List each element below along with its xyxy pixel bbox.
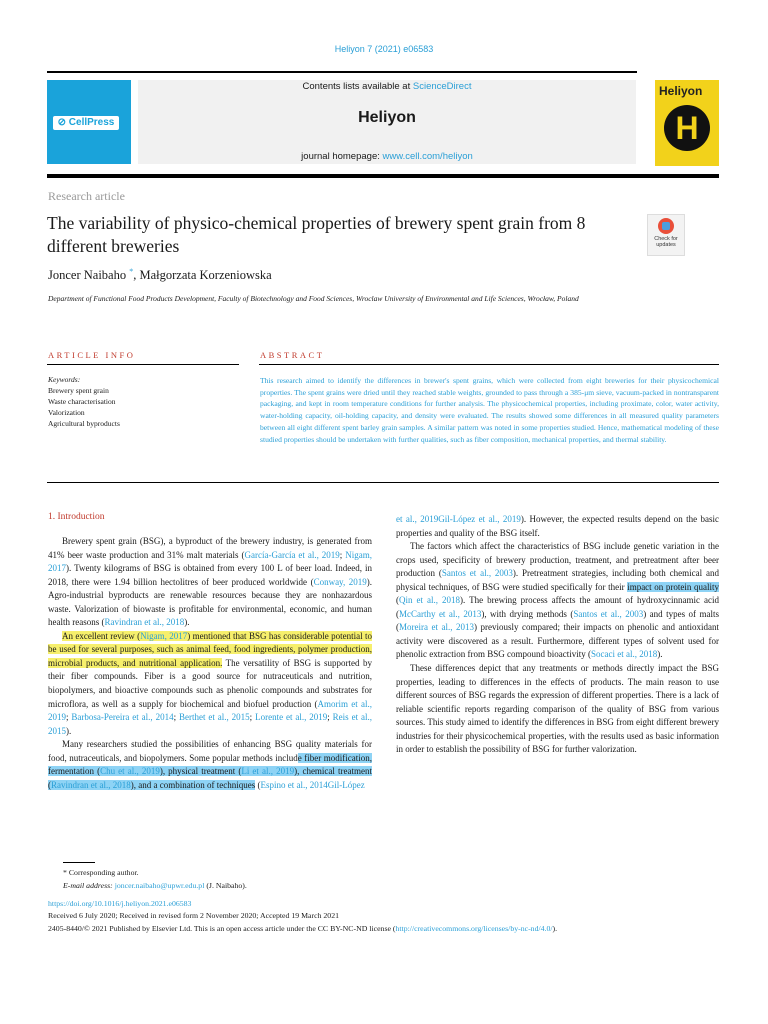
sciencedirect-link[interactable]: ScienceDirect (412, 81, 472, 92)
section-heading-introduction: 1. Introduction (48, 512, 105, 522)
corresponding-author-mark[interactable]: * (129, 267, 134, 276)
citation-link[interactable]: McCarthy et al., 2013 (399, 608, 482, 619)
keyword-item: Agricultural byproducts (48, 419, 120, 428)
author-list: Joncer Naibaho *, Małgorzata Korzeniowska (48, 267, 272, 283)
cover-emblem-icon: H (664, 105, 710, 151)
citation-link[interactable]: Gil-López (327, 779, 365, 790)
article-info-heading: ARTICLE INFO (48, 350, 136, 360)
text-run: ), physical treatment ( (159, 766, 242, 777)
text-run: ). (66, 725, 72, 736)
text-run: ). However, the expected results depend on the basic properties and quality of the BSG itself. (396, 514, 719, 538)
keyword-item: Brewery spent grain (48, 386, 109, 395)
body-column-left (48, 535, 372, 792)
text-run: ). The brewing process affects the amount of hydroxycinnamic acid ( (396, 595, 719, 619)
text-run: The factors which affect the characteristics of BSG include genetic variation in the crops used, specificity of brewery production, treatment, and pretreatment after beer production ( (396, 541, 719, 579)
text-run: ). (657, 649, 663, 660)
text-run: ), and a combination of techniques (130, 779, 256, 790)
keywords-list (48, 374, 120, 429)
journal-citation[interactable]: Heliyon 7 (2021) e06583 (334, 44, 434, 54)
citation-link[interactable]: Santos et al., 2003 (441, 568, 513, 579)
citation-link[interactable]: Barbosa-Pereira et al., 2014 (71, 712, 174, 723)
text-run: ). Twenty kilograms of BSG is obtained from every 100 L of beer load. Indeed, in 2018, there were 1.94 billion hectolitres of beer produced worldwide ( (48, 563, 372, 587)
journal-cover[interactable] (655, 80, 719, 166)
crossmark-label: Check for updates (654, 236, 678, 248)
received-dates: Received 6 July 2020; Received in revised form 2 November 2020; Accepted 19 March 2021 (48, 911, 340, 921)
keyword-item: Waste characterisation (48, 397, 116, 406)
header-top-rule (47, 71, 637, 73)
citation-link[interactable]: García-García et al., 2019 (244, 549, 340, 560)
citation-link[interactable]: Berthet et al., 2015 (178, 712, 250, 723)
citation-link[interactable]: Gil-López et al., 2019 (438, 514, 521, 524)
homepage-line: journal homepage: www.cell.com/heliyon (301, 151, 473, 162)
text-run: ), with drying methods ( (481, 608, 574, 619)
corresponding-author-note: Corresponding author. (68, 868, 139, 877)
text-run: ; (249, 712, 256, 723)
divider (259, 364, 719, 365)
footnote-rule (63, 862, 95, 863)
abstract-text: This research aimed to identify the differences in brewer's spent grains, which were collected from eight breweries for their physicochemical properties. The spent grains were dried until they reached stable weights, grounded to pass through a 385-μm sieve, vacuum-packed in nontransparent packaging, and kept in room temperature conditions for further analysis. The physicochemical properties, including proximate, color, water activity, water-holding capacity, oil-holding capacity, and density were evaluated. The results showed some differences in all measured quality parameters between all eight different spent barley grain samples. A similar pattern was noted in some properties studied. Hence, mathematical modeling of these studied properties should be undertaken with further qualities, such as fiber composition, mechanical properties, and thermal stability. (260, 376, 719, 444)
keyword-item: Valorization (48, 408, 85, 417)
author-name: Joncer Naibaho (48, 268, 127, 283)
text-run: The versatility of BSG is supported by their fiber compounds. Fiber is a good source for nutraceuticals and nutrition, biopolymers, and bioactive compounds such as phenolic compounds and substrates for microflora, as well as a supply for biochemical and biofuel production ( (48, 657, 372, 709)
affiliation: Department of Functional Food Products Development, Faculty of Biotechnology and Food Sciences, Wroclaw University of Environmental and Life Sciences, Wrocław, Poland (48, 294, 579, 303)
text-run: ). (184, 617, 190, 628)
text-run: ) and types of malts ( (396, 608, 719, 633)
article-type: Research article (48, 189, 125, 203)
citation-link[interactable]: Lorente et al., 2019 (255, 712, 328, 723)
citation-link[interactable]: Santos et al., 2003 (573, 608, 644, 619)
text-run: ). Pretreatment strategies, including both chemical and physical techniques, of BSG were studied specifically for their (396, 568, 719, 592)
cellpress-logo[interactable] (47, 80, 131, 164)
body-column-right (396, 513, 719, 757)
text-run: e fiber modification, fermentation ( (48, 752, 372, 777)
license-link[interactable]: http://creativecommons.org/licenses/by-nc-nd/4.0/ (395, 923, 553, 933)
divider (47, 364, 239, 365)
paragraph (396, 662, 719, 757)
citation-link[interactable]: Li et al., 2019 (241, 766, 295, 777)
license-line: 2405-8440/© 2021 Published by Elsevier Ltd. This is an open access article under the CC BY-NC-ND license (http://creativecommons.org/licenses/by-nc-nd/4.0/). (48, 923, 558, 933)
paragraph (48, 630, 372, 738)
paragraph-continued (396, 513, 719, 540)
crossmark-icon (658, 218, 674, 234)
text-run: ), chemical treatment ( (48, 766, 372, 790)
citation-link[interactable]: Reis et al., 2015 (48, 712, 372, 736)
publication-info (48, 898, 728, 935)
divider (47, 482, 719, 483)
homepage-link[interactable]: www.cell.com/heliyon (382, 151, 473, 162)
journal-name: Heliyon (358, 109, 416, 126)
check-for-updates-button[interactable] (647, 214, 685, 256)
text-run: ; (173, 712, 179, 723)
text-run: ( (396, 595, 399, 606)
citation-link[interactable]: Chu et al., 2019 (100, 766, 160, 777)
citation-link[interactable]: Nigam, 2017 (140, 630, 188, 641)
text-run: ; (327, 712, 333, 723)
contents-line: Contents lists available at ScienceDirect (302, 81, 472, 92)
text-run: These differences depict that any treatments or methods directly impact the BSG properties, leading to differences in the effects of products. The main reason to use different sources of BSG regards the expression of different properties. There is a lack of reliable scientific reports regarding comparison of the quality of BSG from various sources. This study aimed to identify the differences in BSG from eight different brewery industries for their physicochemical properties, with the results used as basic information in order to establish the possibility of BSG for further valorization. (396, 663, 719, 755)
abstract-heading: ABSTRACT (260, 350, 325, 360)
header-bottom-rule (47, 174, 719, 178)
journal-banner (138, 80, 636, 164)
footnote: * Corresponding author. E-mail address: joncer.naibaho@upwr.edu.pl (J. Naibaho). (63, 868, 247, 890)
email-link[interactable]: joncer.naibaho@upwr.edu.pl (114, 881, 205, 890)
citation-link[interactable]: Ravindran et al., 2018 (104, 617, 185, 628)
article-title: The variability of physico-chemical properties of brewery spent grain from 8 different breweries (47, 213, 586, 256)
citation-link[interactable]: Conway, 2019 (313, 576, 367, 587)
citation-link[interactable]: Ravindran et al., 2018 (51, 779, 131, 790)
text-run: ; (66, 712, 72, 723)
paragraph (396, 540, 719, 662)
citation-link[interactable]: Socaci et al., 2018 (590, 649, 658, 660)
text-run: Brewery spent grain (BSG), a byproduct of the brewery industry, is generated from 41% beer waste production and 31% malt materials ( (48, 536, 372, 560)
author-name: Małgorzata Korzeniowska (139, 268, 272, 283)
keywords-label: Keywords: (48, 375, 81, 384)
paragraph (48, 535, 372, 630)
text-run: ). Agro-industrial byproducts are renewable resources because they are nonhazardous waste. Valorization of biowaste is profitable for environmental, economic, and human health reasons ( (48, 576, 372, 628)
citation-link[interactable]: Qin et al., 2018 (399, 595, 461, 606)
citation-link[interactable]: Moreira et al., 2013 (399, 622, 474, 633)
text-run: impact on protein quality (627, 581, 719, 592)
citation-link[interactable]: Amorim et al., 2019 (48, 698, 373, 723)
text-run: Many researchers studied the possibilities of enhancing BSG quality materials for food, nutraceuticals, and biopolymers. Some popular methods includ (48, 739, 372, 763)
text-run: ( (255, 779, 261, 790)
citation-link[interactable]: Nigam, 2017 (48, 549, 372, 574)
cellpress-icon: ⊘ (57, 117, 69, 128)
text-run: ) previously compared; their impacts on phenolic and antioxidant activity were discovered as a result. Furthermore, different types of solvent used for phenolic extraction from BSG compound bioactivity ( (396, 622, 719, 660)
paragraph (48, 738, 372, 792)
citation-link[interactable]: Espino et al., 2014 (260, 779, 328, 790)
cellpress-logo-text: ⊘ CellPress (53, 116, 119, 130)
text-run: ) mentioned that BSG has considerable potential to be used for several purposes, such as animal feed, food ingredients, polymer production, microbial products, and nutritional application. (48, 630, 372, 668)
text-run: ; (339, 549, 346, 560)
doi-link[interactable]: https://doi.org/10.1016/j.heliyon.2021.e06583 (48, 899, 192, 908)
cover-title: Heliyon (659, 84, 703, 98)
text-run: An excellent review ( (62, 630, 141, 641)
citation-link[interactable]: et al., 2019 (396, 514, 439, 524)
